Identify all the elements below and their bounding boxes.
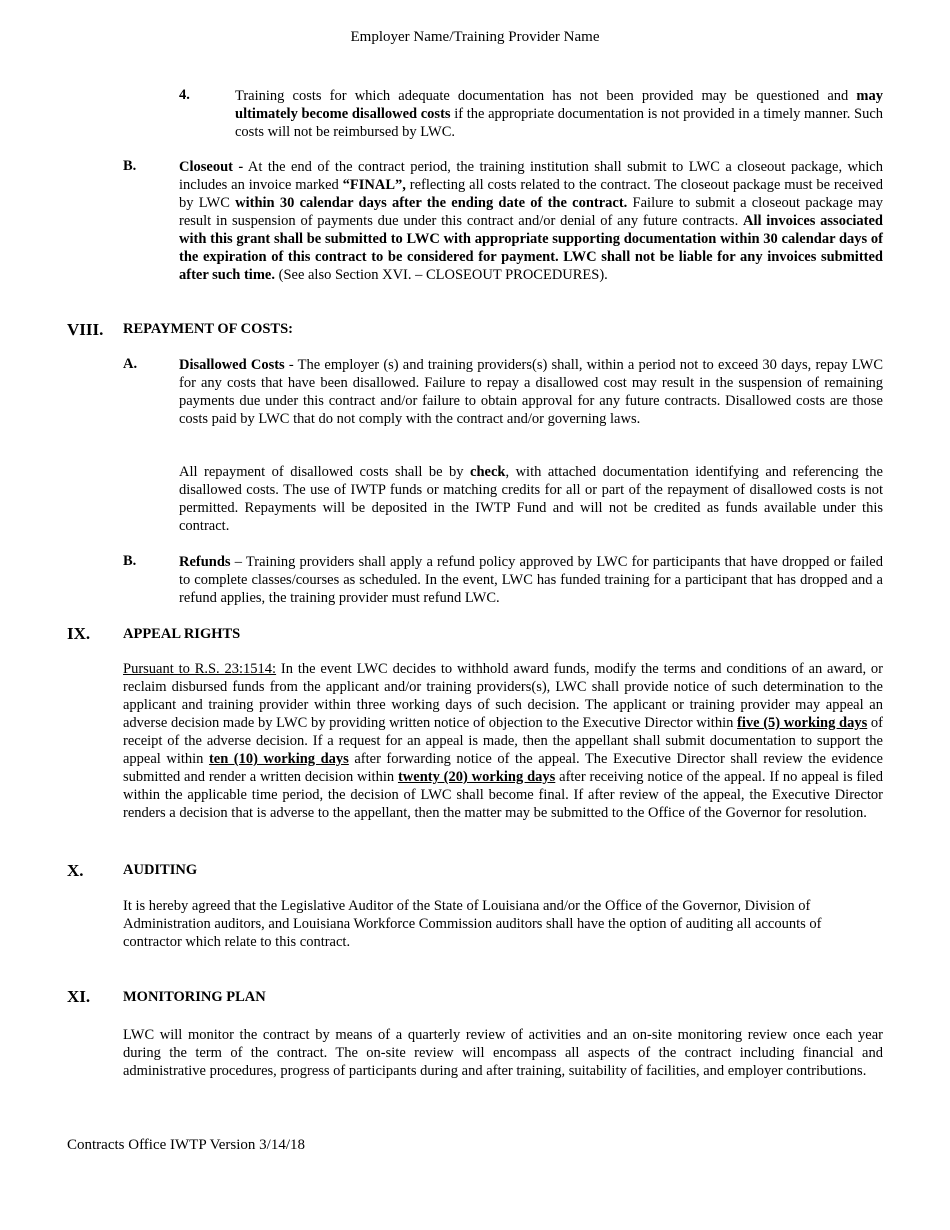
page-footer: Contracts Office IWTP Version 3/14/18: [67, 1137, 306, 1153]
appeal-statute: Pursuant to R.S. 23:1514:: [123, 661, 277, 677]
appeal-ten-days: ten (10) working days: [208, 751, 349, 767]
repayment-paragraph: [179, 463, 883, 535]
item-4-number: 4.: [179, 87, 190, 103]
closeout-invoice-rule: All invoices associated with this grant shall be submitted to LWC with appropriate supporting documentation within 30 calendar days of the expiration of this contract to be considered for payment. LWC shall not be liable for any invoices submitted after such time.: [179, 213, 883, 283]
refunds-letter: B.: [123, 553, 137, 569]
section-10-number: X.: [67, 861, 84, 880]
appeal-text-1: In the event LWC decides to withhold award funds, modify the terms and conditions of an award, or reclaim disbursed funds from the applicant and/or training providers(s), LWC shall provide notice of such determination to the applicant and training provider within three working days of such decision. The applicant or training provider may appeal an adverse decision made by LWC by providing written notice of objection to the Executive Director within: [123, 661, 884, 731]
disallowed-text: - The employer (s) and training providers(s) shall, within a period not to exceed 30 days, repay LWC for any costs that have been disallowed. Failure to repay a disallowed cost may result in the suspension of remaining payments due under this contract and/or failure to obtain approval for any future contracts. Disallowed costs are those costs paid by LWC that do not comply with the contract and/or governing laws.: [179, 357, 883, 427]
item-4-bold: may ultimately become disallowed costs: [235, 88, 883, 122]
appeal-text-4: after receiving notice of the appeal. If no appeal is filed within the applicable time period, the decision of LWC shall become final. If after review of the appeal, the Executive Director renders a decision that is adverse to the appellant, then the matter may be submitted to the Office of the Governor for resolution.: [123, 769, 883, 821]
closeout-letter: B.: [123, 158, 137, 174]
closeout-deadline: within 30 calendar days after the ending date of the contract.: [235, 195, 628, 211]
closeout-lead: Closeout -: [179, 159, 244, 175]
monitoring-paragraph: LWC will monitor the contract by means of a quarterly review of activities and an on-site monitoring review once each year during the term of the contract. The on-site review will encompass all aspects of the contract including financial and administrative procedures, progress of participants during and after training, suitability of facilities, and employer contributions.: [123, 1027, 883, 1079]
item-4-text: Training costs for which adequate documentation has not been provided may be questioned and: [235, 88, 857, 104]
refunds-paragraph: [179, 553, 883, 607]
section-9-number: IX.: [67, 624, 91, 643]
closeout-text-4: (See also Section XVI. – CLOSEOUT PROCEDURES).: [274, 267, 608, 283]
appeal-five-days: five (5) working days: [737, 715, 868, 731]
appeal-twenty-days: twenty (20) working days: [397, 769, 556, 785]
closeout-paragraph: [179, 158, 883, 284]
section-11-number: XI.: [67, 987, 91, 1006]
appeal-text-2: of receipt of the adverse decision. If a request for an appeal is made, then the appellant shall submit documentation to support the appeal within: [123, 715, 883, 767]
disallowed-lead: Disallowed Costs: [179, 357, 285, 373]
auditing-paragraph: It is hereby agreed that the Legislative Auditor of the State of Louisiana and/or the Office of the Governor, Division of Administration auditors, and Louisiana Workforce Commission auditors shall have the option of auditing all accounts of contractor which relate to this contract.: [123, 898, 822, 950]
appeal-paragraph: [123, 660, 883, 822]
appeal-text-3: after forwarding notice of the appeal. The Executive Director shall review the evidence submitted and render a written decision within: [123, 751, 883, 785]
refunds-lead: Refunds: [179, 554, 231, 570]
repayment-text-2: , with attached documentation identifying and referencing the disallowed costs. The use of IWTP funds or matching credits for all or part of the repayment of disallowed costs is not permitted. Repayments will be deposited in the IWTP Fund and will not be credited as funds available under this contract.: [179, 464, 883, 534]
closeout-text-2: reflecting all costs related to the contract. The closeout package must be received by LWC: [179, 177, 883, 211]
section-8-number: VIII.: [67, 320, 104, 339]
section-11-title: MONITORING PLAN: [123, 989, 266, 1005]
section-8-title: REPAYMENT OF COSTS:: [123, 321, 293, 337]
closeout-text-3: Failure to submit a closeout package may result in suspension of payments due under this contract and/or denial of any future contracts.: [179, 195, 884, 229]
item-4-paragraph: [235, 87, 883, 141]
item-4-text-end: if the appropriate documentation is not provided in a timely manner. Such costs will not be reimbursed by LWC.: [235, 106, 884, 140]
section-9-title: APPEAL RIGHTS: [123, 626, 241, 642]
disallowed-paragraph: [179, 356, 883, 428]
closeout-final-label: “FINAL”,: [342, 177, 406, 193]
repayment-check: check: [470, 464, 506, 480]
section-10-title: AUDITING: [123, 862, 198, 878]
page-header: Employer Name/Training Provider Name: [350, 29, 600, 45]
refunds-text: – Training providers shall apply a refund policy approved by LWC for participants that have dropped or failed to complete classes/courses as scheduled. In the event, LWC has funded training for a participant that has dropped and a refund applies, the training provider must refund LWC.: [179, 554, 883, 606]
closeout-text-1: At the end of the contract period, the training institution shall submit to LWC a closeout package, which includes an invoice marked: [179, 159, 883, 193]
disallowed-letter: A.: [123, 356, 138, 372]
repayment-text-1: All repayment of disallowed costs shall be by: [179, 464, 471, 480]
